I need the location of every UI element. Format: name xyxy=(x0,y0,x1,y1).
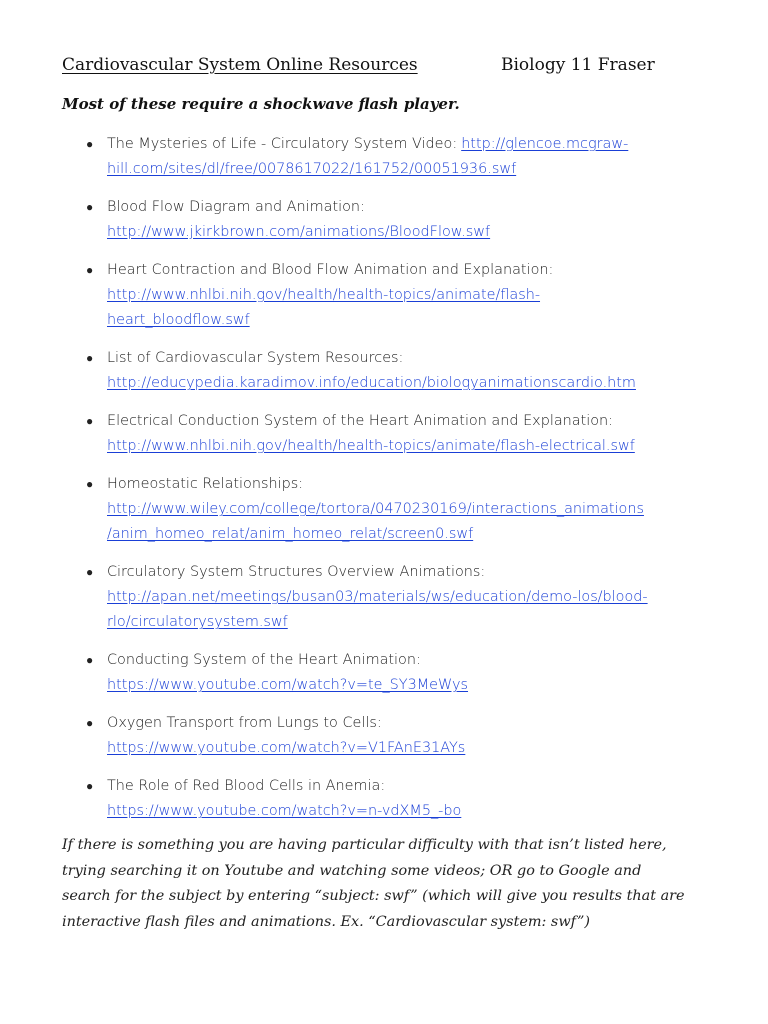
list-item xyxy=(0,472,768,547)
resource-label: Oxygen Transport from Lungs to Cells: xyxy=(107,715,382,731)
list-item xyxy=(0,258,768,333)
resource-label: Blood Flow Diagram and Animation: xyxy=(107,199,365,215)
list-item xyxy=(0,560,768,635)
list-item xyxy=(0,195,768,245)
bullet-icon: ● xyxy=(86,477,94,491)
bullet-icon: ● xyxy=(86,200,94,214)
resource-link[interactable]: https://www.youtube.com/watch?v=n-vdXM5_-bo xyxy=(107,803,462,819)
search-tip-line: interactive flash files and animations. Ex. “Cardiovascular system: swf”) xyxy=(62,913,590,930)
resource-label: Homeostatic Relationships: xyxy=(107,476,304,492)
resource-link[interactable]: http://www.jkirkbrown.com/animations/BloodFlow.swf xyxy=(107,224,491,240)
resource-label: List of Cardiovascular System Resources: xyxy=(107,350,404,366)
resource-link[interactable]: http://apan.net/meetings/busan03/materials/ws/education/demo-los/blood- rlo/circulatorysystem.swf xyxy=(107,589,648,630)
search-tip-paragraph xyxy=(62,833,685,935)
resource-label: Circulatory System Structures Overview Animations: xyxy=(107,564,486,580)
resource-label: The Mysteries of Life - Circulatory System Video: xyxy=(107,136,458,152)
document-header xyxy=(62,55,662,81)
search-tip-line: If there is something you are having particular difficulty with that isn’t listed here, xyxy=(62,837,667,853)
search-tip-line: search for the subject by entering “subject: swf” (which will give you results that are xyxy=(62,888,685,904)
bullet-icon: ● xyxy=(86,565,94,579)
resource-label: Heart Contraction and Blood Flow Animation and Explanation: xyxy=(107,262,554,278)
bullet-icon: ● xyxy=(86,653,94,667)
flash-requirement-note: Most of these require a shockwave flash player. xyxy=(62,95,460,113)
search-tip-line: trying searching it on Youtube and watching some videos; OR go to Google and xyxy=(62,862,642,879)
resource-link[interactable]: http://www.nhlbi.nih.gov/health/health-topics/animate/flash-electrical.swf xyxy=(107,438,635,454)
resource-link[interactable]: https://www.youtube.com/watch?v=V1FAnE31AYs xyxy=(107,740,466,756)
bullet-icon: ● xyxy=(86,263,94,277)
page-title: Cardiovascular System Online Resources xyxy=(62,55,418,75)
bullet-icon: ● xyxy=(86,137,94,151)
list-item xyxy=(0,648,768,698)
resource-label: The Role of Red Blood Cells in Anemia: xyxy=(107,778,386,794)
resource-label: Conducting System of the Heart Animation: xyxy=(107,652,421,668)
list-item xyxy=(0,711,768,761)
list-item xyxy=(0,346,768,396)
course-label: Biology 11 Fraser xyxy=(501,55,655,75)
resource-link[interactable]: https://www.youtube.com/watch?v=te_SY3MeWys xyxy=(107,677,469,693)
list-item xyxy=(0,774,768,824)
list-item xyxy=(0,132,768,182)
list-item xyxy=(0,409,768,459)
bullet-icon: ● xyxy=(86,351,94,365)
resource-link[interactable]: http://educypedia.karadimov.info/education/biologyanimationscardio.htm xyxy=(107,375,636,391)
resource-link[interactable]: http://www.wiley.com/college/tortora/0470230169/interactions_animations /anim_homeo_relat/anim_homeo_relat/screen0.swf xyxy=(107,501,644,542)
resource-link[interactable]: http://www.nhlbi.nih.gov/health/health-topics/animate/flash- heart_bloodflow.swf xyxy=(107,287,541,328)
bullet-icon: ● xyxy=(86,716,94,730)
resource-list xyxy=(0,132,768,837)
bullet-icon: ● xyxy=(86,414,94,428)
resource-label: Electrical Conduction System of the Heart Animation and Explanation: xyxy=(107,413,613,429)
bullet-icon: ● xyxy=(86,779,94,793)
resource-link[interactable]: http://glencoe.mcgraw- hill.com/sites/dl/free/0078617022/161752/00051936.swf xyxy=(107,136,629,177)
